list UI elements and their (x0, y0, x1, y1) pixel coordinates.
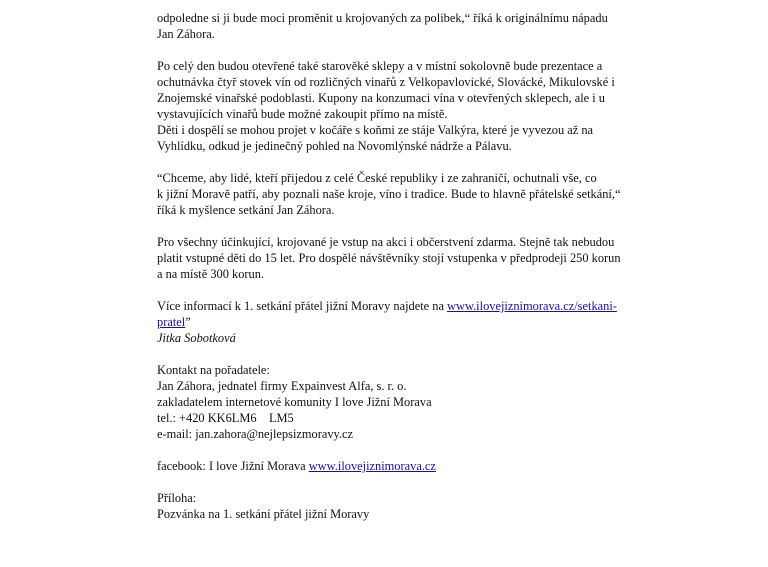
contact-role: zakladatelem internetové komunity I love Jižní Morava (157, 395, 432, 409)
contact-heading: Kontakt na pořadatele: (157, 363, 270, 377)
attachment-block (157, 490, 637, 522)
contact-phone: tel.: +420 KK6LM6 LM5 (157, 411, 294, 425)
paragraph-intro (157, 10, 637, 42)
text-line: vystavujících vinařů bude možné zakoupit přímo na místě. (157, 107, 448, 121)
text-line: ochutnávka čtyř stovek vín od rozličných vinařů z Velkopavlovické, Slovácké, Mikulovské i (157, 75, 615, 89)
text-line: Děti i dospělí se mohou projet v kočáře s koňmi ze stáje Valkýra, které je vyvezou až na (157, 123, 594, 137)
text-line: Po celý den budou otevřené také starověké sklepy a v místní sokolovně bude prezentace a (157, 59, 603, 73)
attachment-heading: Příloha: (157, 491, 197, 505)
paragraph-more-info (157, 298, 637, 346)
paragraph-tickets (157, 234, 637, 282)
text-line: Vyhlídku, odkud je jedinečný pohled na Novomlýnské nádrže a Pálavu. (157, 139, 512, 153)
text-line: platit vstupné děti do 15 let. Pro dospělé návštěvníky stojí vstupenka v předprodeji 250 korun (157, 251, 621, 265)
more-info-text: Více informací k 1. setkání přátel jižní Moravy najdete na (157, 299, 448, 313)
setkani-pratel-link-continued[interactable]: pratel (157, 315, 186, 329)
text-line: Pro všechny účinkující, krojované je vstup na akci i občerstvení zdarma. Stejně tak nebudou (157, 235, 615, 249)
setkani-pratel-link[interactable]: www.ilovejiznimorava.cz/setkani- (447, 299, 617, 313)
text-line: “Chceme, aby lidé, kteří přijedou z celé České republiky i ze zahraničí, ochutnali vše, co (157, 171, 597, 185)
facebook-row (157, 458, 637, 474)
text-line: a na místě 300 korun. (157, 267, 265, 281)
paragraph-program (157, 58, 637, 154)
more-info-line-2 (157, 314, 637, 330)
facebook-line (157, 458, 637, 474)
website-link[interactable]: www.ilovejiznimorava.cz (308, 459, 436, 473)
paragraph-quote (157, 170, 637, 218)
attachment-item: Pozvánka na 1. setkání přátel jižní Moravy (157, 507, 370, 521)
text-line: říká k myšlence setkání Jan Záhora. (157, 203, 335, 217)
text-line: k jižní Moravě patří, aby poznali naše kroje, víno i tradice. Bude to hlavně přátelské setkání,“ (157, 187, 621, 201)
facebook-text: facebook: I love Jižní Morava (157, 459, 309, 473)
closing-quote: ” (185, 315, 191, 329)
text-line: odpoledne si ji bude moci proměnit u krojovaných za polibek,“ říká k originálnímu nápadu (157, 11, 608, 25)
contact-email: e-mail: jan.zahora@nejlepsizmoravy.cz (157, 427, 354, 441)
contact-block (157, 362, 637, 442)
author-name: Jitka Sobotková (157, 331, 236, 345)
more-info-line (157, 298, 637, 314)
contact-name: Jan Záhora, jednatel firmy Expainvest Alfa, s. r. o. (157, 379, 407, 393)
document-page (157, 10, 637, 522)
text-line: Jan Záhora. (157, 27, 215, 41)
text-line: Znojemské vinařské podoblasti. Kupony na konzumaci vína v otevřených sklepech, ale i u (157, 91, 606, 105)
